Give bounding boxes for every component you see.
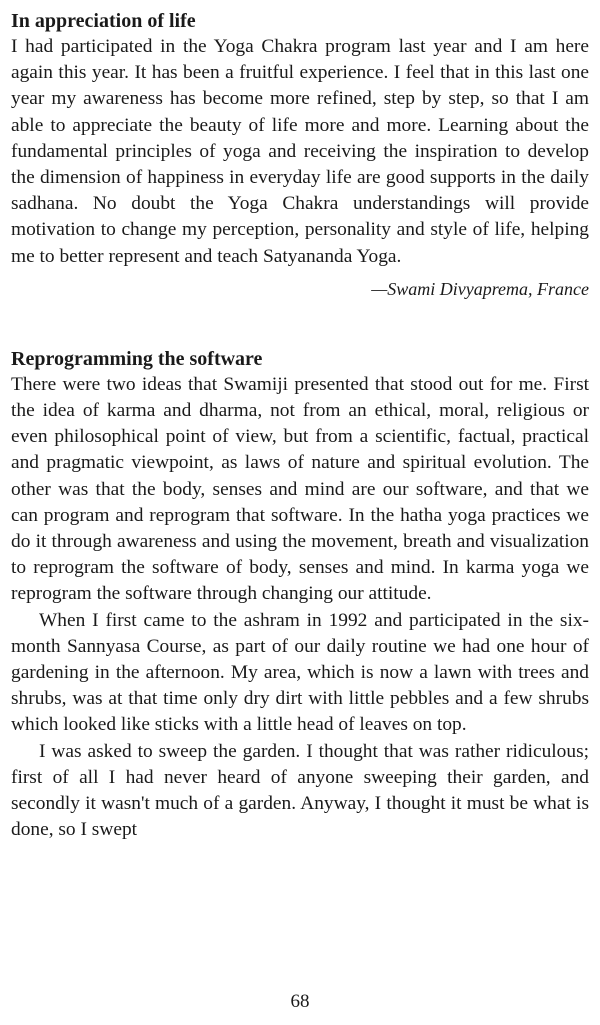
paragraph-reprogramming-1: There were two ideas that Swamiji presented that stood out for me. First the idea of karma and dharma, not from an ethical, moral, religious or even philosophical point of view, but from a scientific, factual, practical and pragmatic viewpoint, as laws of nature and spiritual evolution. The other was that the body, senses and mind are our software, and that we can program and reprogram that software. In the hatha yoga practices we do it through awareness and using the movement, breath and visualization to reprogram the software of body, senses and mind. In karma yoga we reprogram the software through changing our attitude. — [11, 373, 589, 605]
page-number: 68 — [290, 991, 310, 1012]
section-title-appreciation: In appreciation of life — [11, 10, 196, 32]
section-title-reprogramming: Reprogramming the software — [11, 347, 263, 370]
section-spacer — [11, 302, 589, 346]
attribution: —Swami Divyaprema, France — [371, 278, 589, 299]
paragraph-reprogramming-3: I was asked to sweep the garden. I thought that was rather ridiculous; first of all I had never heard of anyone sweeping their garden, and secondly it wasn't much of a garden. Anyway, I thought it must be what is done, so I swept — [11, 740, 589, 841]
paragraph-appreciation: I had participated in the Yoga Chakra program last year and I am here again this year. It has been a fruitful experience. I feel that in this last one year my awareness has become more refined, step by step, so that I am able to appreciate the beauty of life more and more. Learning about the fundamental principles of yoga and receiving the inspiration to develop the dimension of happiness in everyday life are good supports in the daily sadhana. No doubt the Yoga Chakra understandings will provide motivation to change my perception, personality and style of life, helping me to better represent and teach Satyananda Yoga. — [11, 36, 589, 267]
paragraph-reprogramming-2: When I first came to the ashram in 1992 and participated in the six-month Sannyasa Course, as part of our daily routine we had one hour of gardening in the afternoon. My area, which is now a lawn with trees and shrubs, was at that time only dry dirt with little pebbles and a few shrubs which looked like sticks with a little head of leaves on top. — [11, 609, 589, 736]
